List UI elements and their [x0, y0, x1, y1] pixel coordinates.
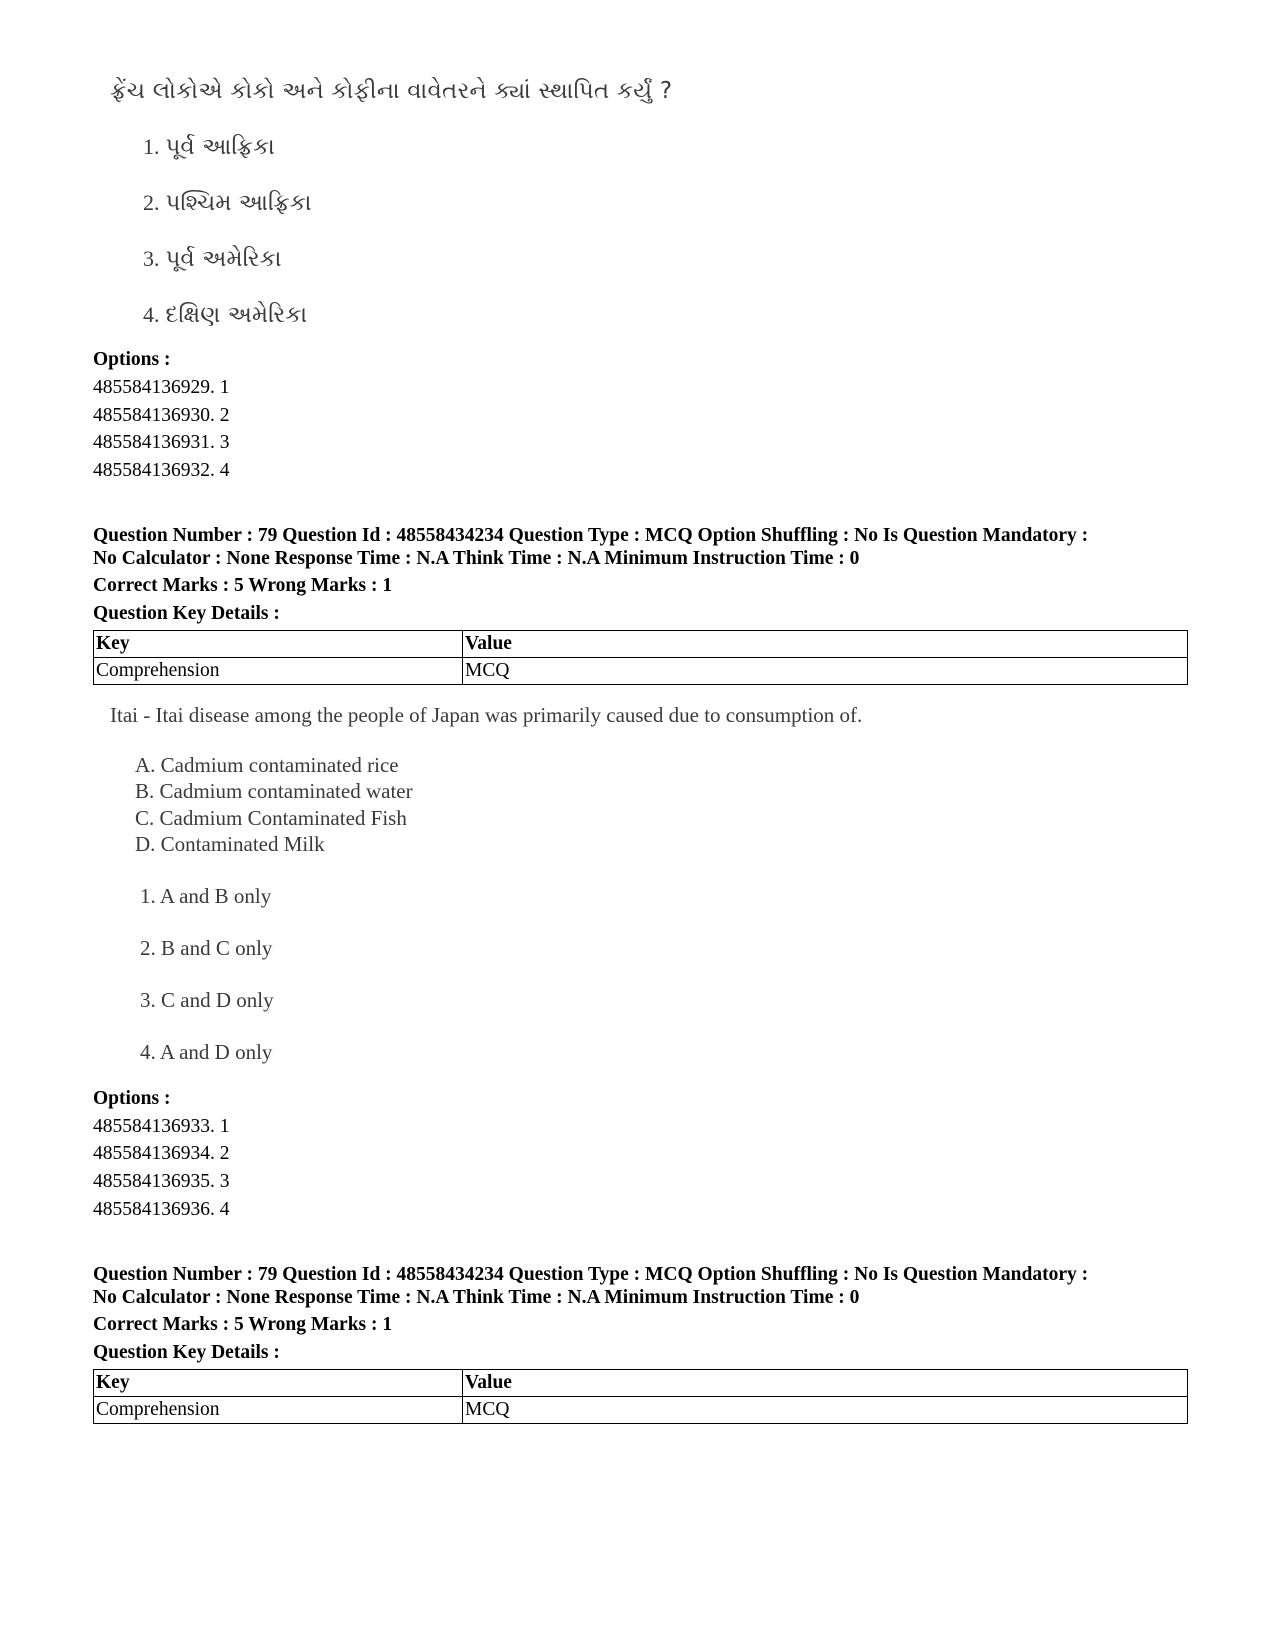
marks-line: Correct Marks : 5 Wrong Marks : 1 [93, 1314, 393, 1335]
choice-number: 3. [143, 246, 160, 271]
option-id-line: 485584136936. 4 [93, 1199, 230, 1220]
choice-text: પશ્ચિમ આફ્રિકા [165, 190, 312, 216]
table-header-key: Key [94, 1370, 463, 1397]
question-choice-2: 2. B and C only [140, 936, 273, 960]
question-metadata [93, 524, 1203, 570]
choice-text: દક્ષિણ અમેરિકા [165, 302, 308, 328]
choice-number: 4. [143, 302, 160, 327]
question-text-gujarati: ફ્રેંચ લોકોએ કોકો અને કોફીના વાવેતરને ક્યાં સ્થાપિત કર્યું ? [110, 78, 673, 104]
key-value-table [93, 1369, 1188, 1424]
choice-number: 2. [143, 190, 160, 215]
statement-item: D. Contaminated Milk [135, 832, 325, 856]
key-details-heading: Question Key Details : [93, 603, 280, 624]
table-cell-value: MCQ [463, 658, 1188, 685]
question-text-english: Itai - Itai disease among the people of Japan was primarily caused due to consumption of. [110, 703, 863, 727]
metadata-line-2: No Calculator : None Response Time : N.A Think Time : N.A Minimum Instruction Time : 0 [93, 548, 860, 569]
question-choice-3: 3. C and D only [140, 988, 274, 1012]
question-choice-2 [143, 190, 312, 216]
table-header-row [94, 1370, 1188, 1397]
question-choice-1 [143, 134, 275, 160]
table-header-row [94, 631, 1188, 658]
option-id-line: 485584136932. 4 [93, 460, 230, 481]
metadata-line-1: Question Number : 79 Question Id : 48558434234 Question Type : MCQ Option Shuffling : No Is Question Mandatory : [93, 1264, 1089, 1285]
statement-item: A. Cadmium contaminated rice [135, 753, 399, 777]
options-heading: Options : [93, 1088, 171, 1109]
key-details-heading: Question Key Details : [93, 1342, 280, 1363]
table-cell-key: Comprehension [94, 658, 463, 685]
marks-line: Correct Marks : 5 Wrong Marks : 1 [93, 575, 393, 596]
table-row [94, 658, 1188, 685]
option-id-line: 485584136931. 3 [93, 432, 230, 453]
option-id-line: 485584136935. 3 [93, 1171, 230, 1192]
metadata-line-1: Question Number : 79 Question Id : 48558434234 Question Type : MCQ Option Shuffling : No Is Question Mandatory : [93, 525, 1089, 546]
table-row [94, 1397, 1188, 1424]
key-value-table [93, 630, 1188, 685]
question-choice-4 [143, 302, 307, 328]
options-heading: Options : [93, 349, 171, 370]
option-id-line: 485584136930. 2 [93, 405, 230, 426]
question-choice-4: 4. A and D only [140, 1040, 273, 1064]
choice-text: પૂર્વ અમેરિકા [165, 246, 282, 272]
table-header-key: Key [94, 631, 463, 658]
option-id-line: 485584136933. 1 [93, 1116, 230, 1137]
table-cell-key: Comprehension [94, 1397, 463, 1424]
table-cell-value: MCQ [463, 1397, 1188, 1424]
question-metadata [93, 1263, 1203, 1309]
statement-item: B. Cadmium contaminated water [135, 779, 413, 803]
question-choice-3 [143, 246, 282, 272]
table-header-value: Value [463, 631, 1188, 658]
option-id-line: 485584136934. 2 [93, 1143, 230, 1164]
table-header-value: Value [463, 1370, 1188, 1397]
choice-number: 1. [143, 134, 160, 159]
statement-item: C. Cadmium Contaminated Fish [135, 806, 407, 830]
option-id-line: 485584136929. 1 [93, 377, 230, 398]
question-choice-1: 1. A and B only [140, 884, 272, 908]
metadata-line-2: No Calculator : None Response Time : N.A Think Time : N.A Minimum Instruction Time : 0 [93, 1287, 860, 1308]
choice-text: પૂર્વ આફ્રિકા [165, 134, 275, 160]
